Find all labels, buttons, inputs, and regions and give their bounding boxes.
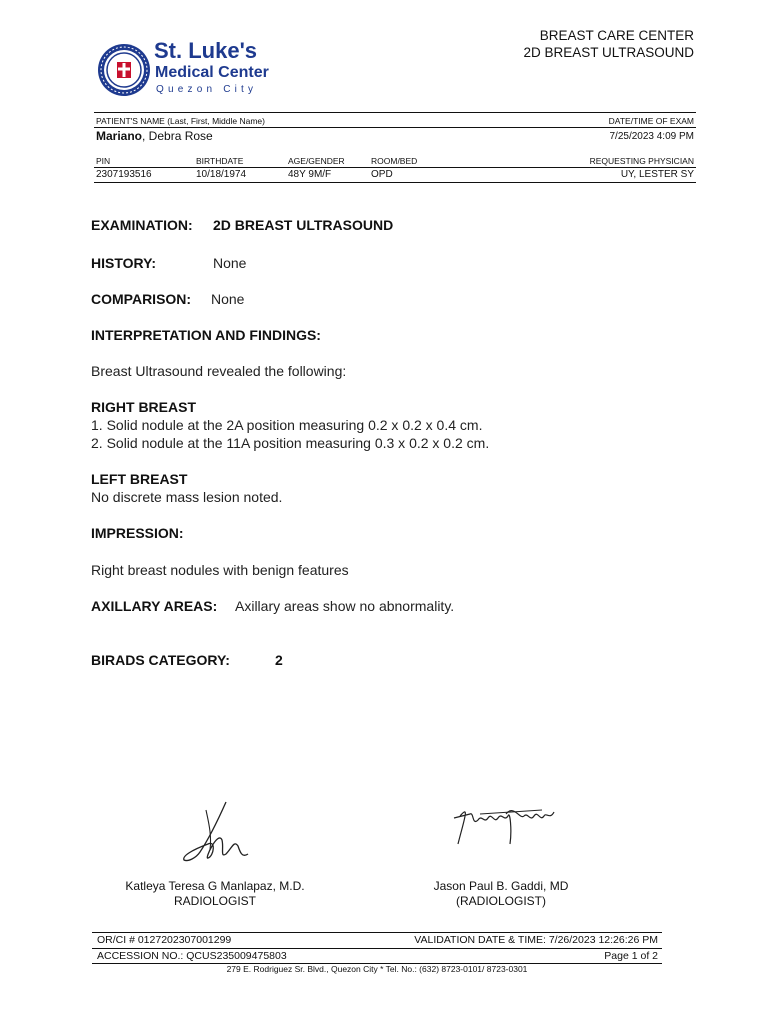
comparison-value: None: [211, 291, 245, 307]
handwritten-signature-icon: [178, 800, 258, 870]
page-number: Page 1 of 2: [604, 950, 658, 962]
age-gender-value: 48Y 9M/F: [288, 169, 332, 180]
birads-value: 2: [275, 652, 283, 668]
radiologist-2-name: Jason Paul B. Gaddi, MD: [433, 879, 569, 893]
date-value: 7/25/2023 4:09 PM: [609, 131, 694, 142]
radiologist-1-title: RADIOLOGIST: [173, 894, 256, 908]
right-breast-item: 1. Solid nodule at the 2A position measuring 0.2 x 0.2 x 0.4 cm.: [91, 417, 483, 433]
signature-1: [178, 800, 258, 875]
radiologist-1-name: Katleya Teresa G Manlapaz, M.D.: [125, 879, 305, 893]
physician-value: UY, LESTER SY: [620, 169, 694, 180]
hospital-seal-icon: [96, 40, 152, 100]
findings-label: INTERPRETATION AND FINDINGS:: [91, 327, 321, 343]
logo-city: Quezon City: [156, 84, 258, 95]
patient-first-middle: , Debra Rose: [142, 129, 213, 143]
signature-2: [450, 800, 560, 855]
validation-datetime: VALIDATION DATE & TIME: 7/26/2023 12:26:26 PM: [414, 934, 658, 946]
birthdate-value: 10/18/1974: [196, 169, 247, 180]
divider: [94, 182, 696, 183]
pin-value: 2307193516: [96, 169, 152, 180]
room-bed-value: OPD: [371, 169, 393, 180]
history-label: HISTORY:: [91, 255, 157, 271]
right-breast-label: RIGHT BREAST: [91, 399, 196, 415]
axillary-text: Axillary areas show no abnormality.: [235, 598, 455, 614]
logo-subtitle: Medical Center: [155, 64, 269, 81]
divider: [94, 112, 696, 113]
examination-value: 2D BREAST ULTRASOUND: [213, 217, 394, 233]
divider: [94, 127, 696, 128]
pin-label: PIN: [96, 156, 111, 166]
center-name: BREAST CARE CENTER: [539, 28, 694, 43]
patient-last-name: Mariano: [96, 129, 143, 143]
physician-label: REQUESTING PHYSICIAN: [589, 156, 694, 166]
age-gender-label: AGE/GENDER: [288, 156, 345, 166]
accession-number: ACCESSION NO.: QCUS235009475803: [97, 950, 287, 962]
impression-label: IMPRESSION:: [91, 525, 184, 541]
orci-number: OR/CI # 0127202307001299: [97, 934, 232, 946]
radiologist-2-title: (RADIOLOGIST): [455, 894, 546, 908]
logo-name: St. Luke's: [154, 38, 258, 63]
impression-text: Right breast nodules with benign features: [91, 562, 349, 578]
patient-name: [96, 129, 213, 143]
date-label: DATE/TIME OF EXAM: [608, 116, 694, 126]
hospital-logo: [96, 40, 152, 100]
exam-title: 2D BREAST ULTRASOUND: [523, 45, 694, 60]
examination-label: EXAMINATION:: [91, 217, 193, 233]
axillary-label: AXILLARY AREAS:: [91, 598, 218, 614]
divider: [92, 932, 662, 933]
comparison-label: COMPARISON:: [91, 291, 192, 307]
handwritten-signature-icon: [450, 800, 560, 850]
findings-intro: Breast Ultrasound revealed the following:: [91, 363, 347, 379]
patient-name-label: PATIENT'S NAME (Last, First, Middle Name): [96, 116, 265, 126]
divider: [94, 167, 696, 168]
divider: [92, 948, 662, 949]
hospital-address: 279 E. Rodriguez Sr. Blvd., Quezon City * Tel. No.: (632) 8723-0101/ 8723-0301: [226, 964, 528, 974]
room-bed-label: ROOM/BED: [371, 156, 418, 166]
history-value: None: [213, 255, 247, 271]
birthdate-label: BIRTHDATE: [196, 156, 244, 166]
right-breast-item: 2. Solid nodule at the 11A position measuring 0.3 x 0.2 x 0.2 cm.: [91, 435, 490, 451]
left-breast-text: No discrete mass lesion noted.: [91, 489, 283, 505]
left-breast-label: LEFT BREAST: [91, 471, 188, 487]
birads-label: BIRADS CATEGORY:: [91, 652, 230, 668]
